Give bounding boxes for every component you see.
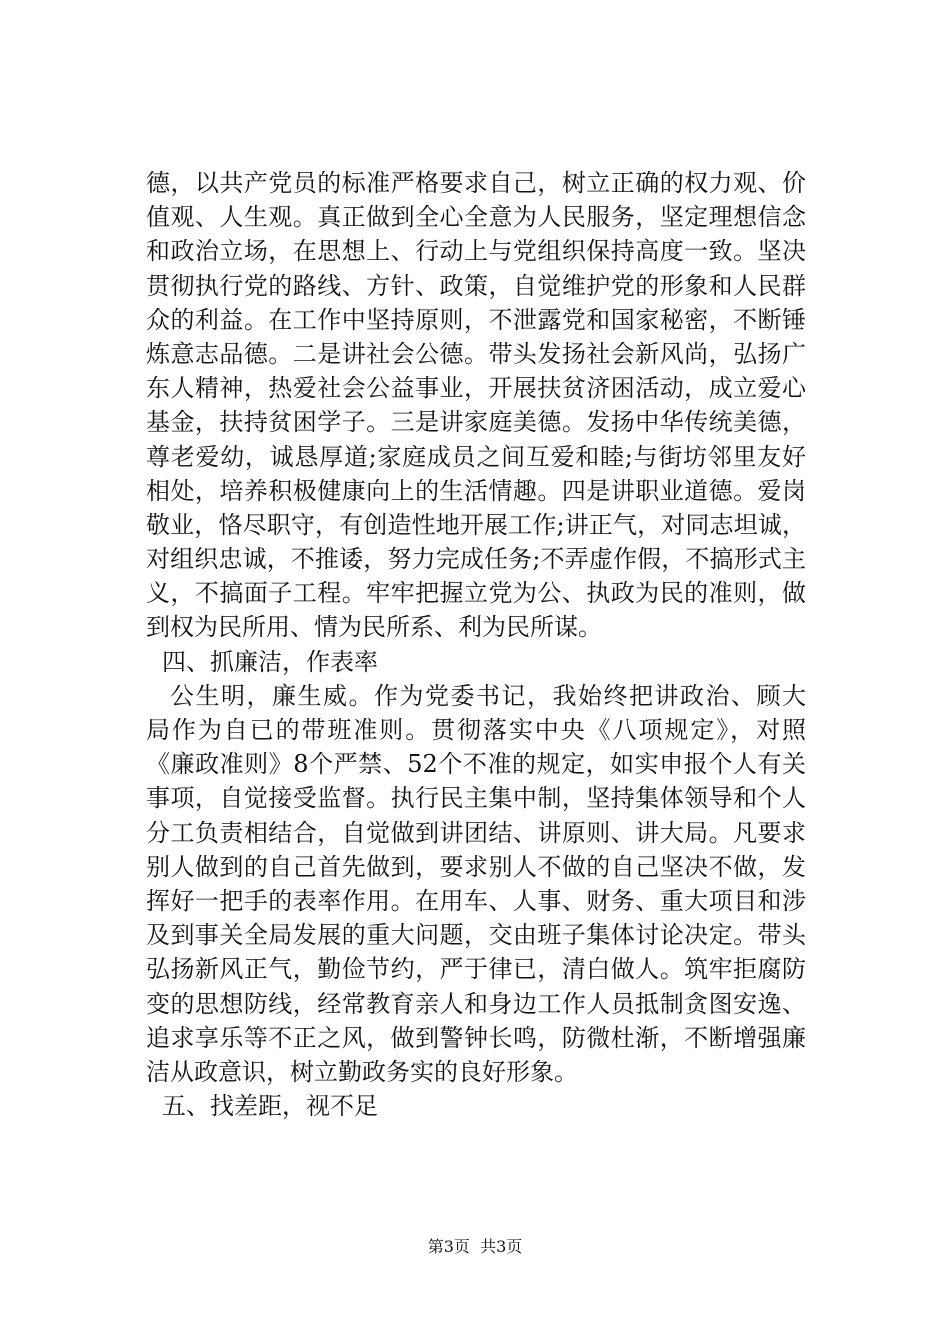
- text-line: 众的利益。在工作中坚持原则，不泄露党和国家秘密，不断锤: [146, 305, 806, 334]
- text-line: 分工负责相结合，自觉做到讲团结、讲原则、讲大局。凡要求: [146, 818, 806, 847]
- text-line: 追求享乐等不正之风，做到警钟长鸣，防微杜渐，不断增强廉: [146, 1023, 806, 1052]
- text-line: 洁从政意识，树立勤政务实的良好形象。: [146, 1057, 578, 1086]
- text-line: 德，以共产党员的标准严格要求自己，树立正确的权力观、价: [146, 169, 806, 197]
- section-heading: 四、抓廉洁，作表率: [162, 647, 378, 676]
- text-line: 值观、人生观。真正做到全心全意为人民服务，坚定理想信念: [146, 203, 806, 232]
- text-line: 敬业，恪尽职守，有创造性地开展工作;讲正气，对同志坦诚，: [146, 510, 806, 539]
- text-line: 挥好一把手的表率作用。在用车、人事、财务、重大项目和涉: [146, 886, 806, 915]
- text-line: 局作为自已的带班准则。贯彻落实中央《八项规定》，对照: [146, 716, 806, 744]
- text-line: 和政治立场，在思想上、行动上与党组织保持高度一致。坚决: [146, 237, 806, 266]
- text-line: 贯彻执行党的路线、方针、政策，自觉维护党的形象和人民群: [146, 271, 806, 300]
- page-footer: [0, 1237, 950, 1257]
- text-line: 相处，培养积极健康向上的生活情趣。四是讲职业道德。爱岗: [146, 476, 806, 505]
- text-line: 事项，自觉接受监督。执行民主集中制，坚持集体领导和个人: [146, 784, 806, 813]
- text-line: 炼意志品德。二是讲社会公德。带头发扬社会新风尚，弘扬广: [146, 339, 806, 368]
- paragraph-first-line: 公生明，廉生威。作为党委书记，我始终把讲政治、顾大: [170, 681, 806, 710]
- text-line: 及到事关全局发展的重大问题，交由班子集体讨论决定。带头: [146, 921, 806, 950]
- text-line: 东人精神，热爱社会公益事业，开展扶贫济困活动，成立爱心: [146, 374, 806, 403]
- text-line: 《廉政准则》8个严禁、52个不准的规定，如实申报个人有关: [146, 750, 806, 779]
- text-line: 基金，扶持贫困学子。三是讲家庭美德。发扬中华传统美德，: [146, 408, 806, 437]
- text-line: 变的思想防线，经常教育亲人和身边工作人员抵制贪图安逸、: [146, 989, 806, 1018]
- text-line: 义，不搞面子工程。牢牢把握立党为公、执政为民的准则，做: [146, 579, 806, 608]
- text-line: 到权为民所用、情为民所系、利为民所谋。: [146, 613, 602, 642]
- document-body: [146, 166, 806, 1123]
- text-line: 对组织忠诚，不推诿，努力完成任务;不弄虚作假，不搞形式主: [146, 545, 806, 574]
- text-line: 尊老爱幼，诚恳厚道;家庭成员之间互爱和睦;与街坊邻里友好: [146, 442, 806, 471]
- page-number-label: 第3页 共3页: [427, 1237, 523, 1256]
- text-line: 别人做到的自己首先做到，要求别人不做的自己坚决不做，发: [146, 852, 806, 881]
- section-heading: 五、找差距，视不足: [162, 1092, 378, 1121]
- text-line: 弘扬新风正气，勤俭节约，严于律已，清白做人。筑牢拒腐防: [146, 955, 806, 984]
